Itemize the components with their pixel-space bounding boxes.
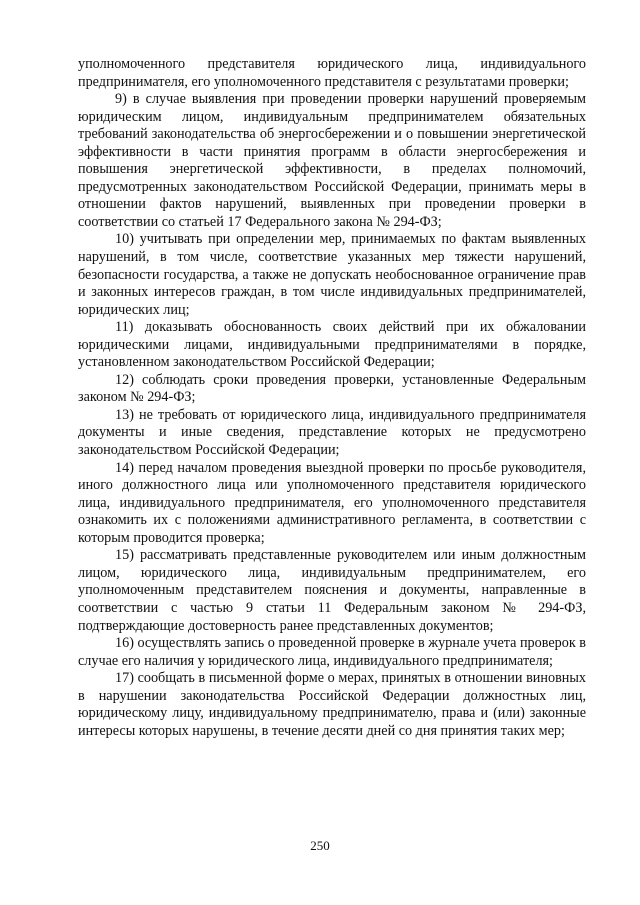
- paragraph-item-11: 11) доказывать обоснованность своих действий при их обжаловании юридическими лицами, индивидуальными предпринимателями в порядке, установленном законодательством Российской Федерации;: [78, 319, 586, 371]
- document-body: [78, 56, 586, 740]
- page-number: 250: [310, 838, 330, 853]
- paragraph-item-14: 14) перед началом проведения выездной проверки по просьбе руководителя, иного должностного лица или уполномоченного представителя юридического лица, индивидуального предпринимателя, его уполномоченного представителя ознакомить их с положениями административного регламента, в соответствии с которым проводится проверка;: [78, 459, 586, 546]
- paragraph-item-13: 13) не требовать от юридического лица, индивидуального предпринимателя документы и иные сведения, представление которых не предусмотрено законодательством Российской Федерации;: [78, 406, 586, 459]
- paragraph-item-10: 10) учитывать при определении мер, принимаемых по фактам выявленных нарушений, в том числе, соответствие указанных мер тяжести нарушений, безопасности государства, а также не допускать необоснованное ограничение прав и законных интересов граждан, в том числе индивидуальных предпринимателей, юридических лиц;: [78, 231, 586, 318]
- paragraph-item-12: 12) соблюдать сроки проведения проверки, установленные Федеральным законом № 294-ФЗ;: [78, 371, 586, 406]
- paragraph-item-16: 16) осуществлять запись о проведенной проверке в журнале учета проверок в случае его наличия у юридического лица, индивидуального предпринимателя;: [78, 635, 586, 669]
- paragraph-item-17: 17) сообщать в письменной форме о мерах, принятых в отношении виновных в нарушении законодательства Российской Федерации должностных лиц, юридическому лицу, индивидуальному предпринимателю, права и (или) законные интересы которых нарушены, в течение десяти дней со дня принятия таких мер;: [78, 670, 586, 739]
- paragraph-item-15: 15) рассматривать представленные руководителем или иным должностным лицом, юридического лица, индивидуальным предпринимателем, его уполномоченным представителем пояснения и документы, направленные в соответствии с частью 9 статьи 11 Федеральным законом № 294-ФЗ, подтверждающие достоверность ранее представленных документов;: [78, 547, 586, 634]
- paragraph-continuation: уполномоченного представителя юридического лица, индивидуального предпринимателя, его уполномоченного представителя с результатами проверки;: [78, 56, 586, 90]
- paragraph-item-9: 9) в случае выявления при проведении проверки нарушений проверяемым юридическим лицом, индивидуальным предпринимателем обязательных требований законодательства об энергосбережении и о повышении энергетической эффективности в части принятия программ в области энергосбережения и повышения энергетической эффективности, в пределах полномочий, предусмотренных законодательством Российской Федерации, принимать меры в отношении фактов нарушений, выявленных при проведении проверки в соответствии со статьей 17 Федерального закона № 294-ФЗ;: [78, 91, 586, 230]
